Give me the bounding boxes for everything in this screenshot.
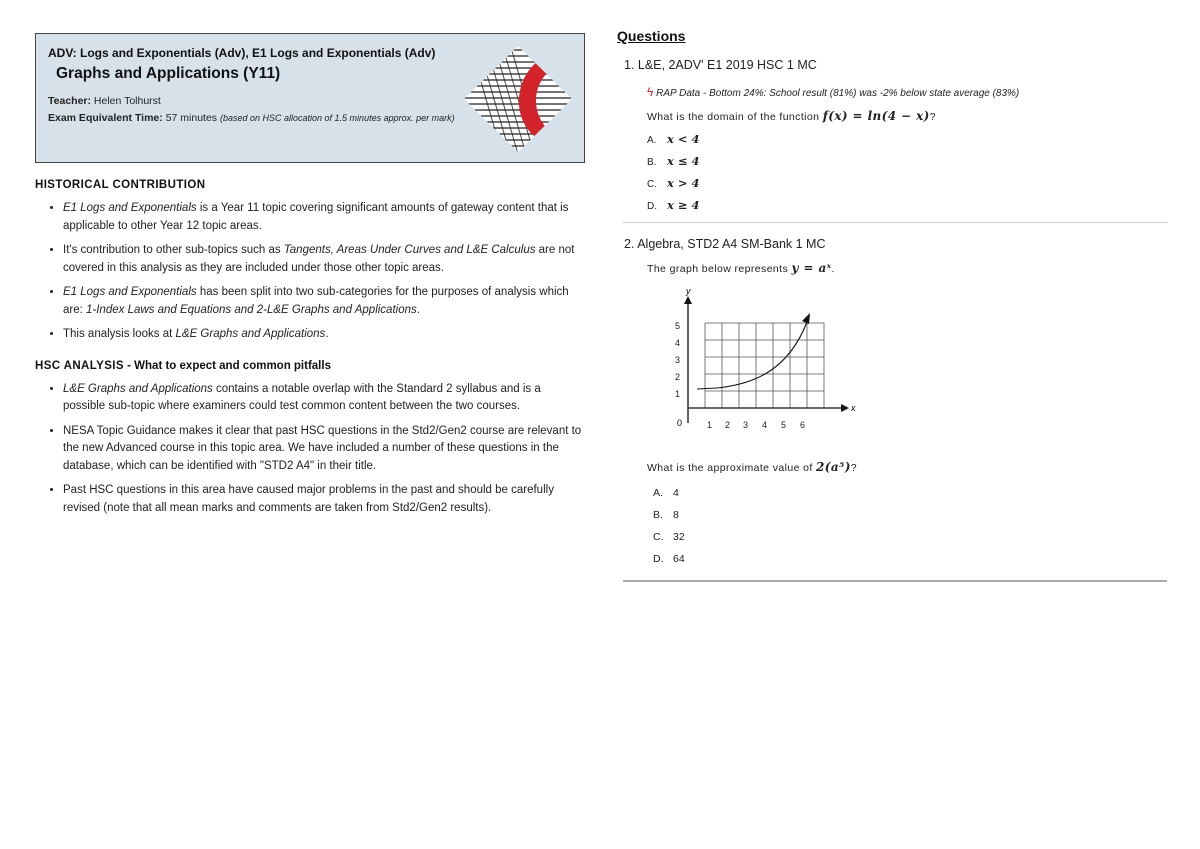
x-tick-label: 5 <box>781 420 787 430</box>
brand-logo-icon <box>462 44 574 154</box>
option-letter: B. <box>653 509 663 521</box>
list-item-emphasis: E1 Logs and Exponentials <box>63 286 197 298</box>
y-axis-arrow-icon <box>684 296 692 304</box>
y-tick-label: 1 <box>675 389 681 399</box>
list-item-text: is a Year 11 topic covering significant amounts of gateway content that is applicable to other Year 12 topic areas. <box>63 202 569 232</box>
option-text: 32 <box>673 531 685 543</box>
rap-data-line <box>647 85 1167 99</box>
list-item <box>63 200 585 235</box>
exam-time-note: (based on HSC allocation of 1.5 minutes approx. per mark) <box>219 113 455 123</box>
list-item-text: are not covered in this analysis as they are included under those other topic areas. <box>63 244 575 274</box>
list-item-emphasis: Tangents, Areas Under Curves and L&E Calculus <box>283 244 536 256</box>
topic-path: ADV: Logs and Exponentials (Adv), E1 Logs and Exponentials (Adv) <box>48 46 436 60</box>
question-text: The graph below represents <box>647 263 792 275</box>
origin-label: 0 <box>677 418 683 428</box>
list-item: • NESA Topic Guidance makes it clear that past HSC questions in the Std2/Gen2 course are relevant to the new Advanced course in this topic area. We have included a number of these questions in the database, which can be identified with "STD2 A4" in their title. <box>63 423 585 476</box>
list-item-text: It's contribution to other sub-topics such as <box>63 244 284 256</box>
question-text: What is the approximate value of <box>647 462 817 474</box>
graph-axes <box>688 303 843 423</box>
x-tick-label: 4 <box>762 420 768 430</box>
list-item: • Past HSC questions in this area have caused major problems in the past and should be carefully revised (note that all mean marks and comments are taken from Std2/Gen2 results). <box>63 482 585 517</box>
option-letter: B. <box>647 157 657 168</box>
list-item <box>63 284 585 319</box>
hsc-analysis-heading <box>35 360 585 372</box>
list-item <box>63 242 585 277</box>
option-text: 4 <box>673 487 679 499</box>
questions-title: Questions <box>617 28 686 44</box>
historical-list <box>35 200 585 344</box>
list-item-emphasis: L&E Graphs and Applications <box>175 328 326 340</box>
option-a[interactable] <box>653 482 1167 504</box>
lightning-bolt-icon: ϟ <box>647 85 654 99</box>
option-letter: A. <box>653 487 663 499</box>
question-1-heading[interactable]: 1. L&E, 2ADV' E1 2019 HSC 1 MC <box>624 58 817 72</box>
option-b[interactable] <box>653 504 1167 526</box>
exponential-curve <box>697 322 807 389</box>
question-1-text <box>647 109 1167 123</box>
option-b[interactable] <box>647 150 1167 172</box>
question-text: What is the domain of the function <box>647 111 823 123</box>
list-item-text: This analysis looks at <box>63 328 176 340</box>
math-expression: y = aˣ <box>791 261 832 275</box>
x-tick-labels <box>707 420 805 430</box>
hsc-heading-caps: HSC ANALYSIS <box>35 359 124 372</box>
y-axis-label: y <box>686 286 691 296</box>
question-text-end: ? <box>929 111 936 123</box>
teacher-label: Teacher: <box>48 95 91 107</box>
option-text: x ≥ 4 <box>667 198 700 212</box>
list-item-text: . <box>416 303 420 316</box>
y-tick-label: 2 <box>675 372 681 382</box>
option-text: x ≤ 4 <box>667 154 700 168</box>
graph-grid <box>705 323 824 408</box>
option-text: 64 <box>673 553 685 565</box>
option-letter: A. <box>647 135 657 146</box>
x-tick-label: 1 <box>707 420 713 430</box>
hsc-heading-rest: - What to expect and common pitfalls <box>123 359 331 372</box>
y-tick-labels <box>675 321 680 399</box>
question-2-prompt <box>647 460 1167 474</box>
hsc-list <box>35 381 585 518</box>
option-a[interactable] <box>647 128 1167 150</box>
option-letter: C. <box>653 531 664 543</box>
exam-time-value: 57 minutes <box>165 112 218 124</box>
question-text-end: . <box>831 263 835 275</box>
rap-data-text: RAP Data - Bottom 24%: School result (81%) was -2% below state average (83%) <box>656 88 1020 99</box>
exponential-graph <box>657 283 887 453</box>
curve-arrow-icon <box>802 313 810 324</box>
y-tick-label: 4 <box>675 338 681 348</box>
x-tick-label: 6 <box>800 420 806 430</box>
question-2-options <box>653 482 1167 570</box>
x-axis-arrow-icon <box>841 404 849 412</box>
question-text-end: ? <box>850 462 858 474</box>
option-text: x > 4 <box>667 176 700 190</box>
option-letter: D. <box>653 553 664 565</box>
question-1-options <box>647 128 1167 216</box>
x-tick-label: 2 <box>725 420 731 430</box>
list-item-text: . <box>325 328 329 340</box>
exam-time-line <box>48 111 468 126</box>
list-item <box>63 381 585 416</box>
right-column <box>617 28 1167 582</box>
x-axis-label: x <box>851 403 856 413</box>
option-d[interactable] <box>647 194 1167 216</box>
option-letter: D. <box>647 201 657 212</box>
question-divider <box>623 580 1167 582</box>
list-item <box>63 326 585 344</box>
historical-heading: HISTORICAL CONTRIBUTION <box>35 179 206 191</box>
question-divider <box>623 222 1168 223</box>
option-text: x < 4 <box>667 132 700 146</box>
list-item-emphasis: 1-Index Laws and Equations and 2-L&E Graphs and Applications <box>86 303 417 316</box>
question-2-text <box>647 261 1167 275</box>
x-tick-label: 3 <box>743 420 749 430</box>
math-expression: f(x) = ln(4 − x) <box>822 109 930 123</box>
list-item-emphasis: L&E Graphs and Applications <box>63 382 213 395</box>
topic-header-box <box>35 33 585 163</box>
math-expression: 2(a⁵) <box>816 460 851 474</box>
question-2-heading[interactable]: 2. Algebra, STD2 A4 SM-Bank 1 MC <box>624 237 826 251</box>
y-tick-label: 3 <box>675 355 681 365</box>
left-column <box>35 33 585 524</box>
teacher-name: Helen Tolhurst <box>93 95 161 107</box>
exam-time-label: Exam Equivalent Time: <box>48 112 163 124</box>
option-letter: C. <box>647 179 657 190</box>
option-text: 8 <box>673 509 679 521</box>
page-title: Graphs and Applications (Y11) <box>56 65 281 82</box>
y-tick-label: 5 <box>675 321 681 331</box>
option-c[interactable] <box>653 526 1167 548</box>
list-item-emphasis: E1 Logs and Exponentials <box>63 202 197 214</box>
option-d[interactable] <box>653 548 1167 570</box>
list-item-text: has been split into two sub-categories for the purposes of analysis which are: <box>63 286 569 316</box>
list-item-text: contains a notable overlap with the Standard 2 syllabus and is a possible sub-topic where examiners could test common content between the two courses. <box>63 382 541 412</box>
option-c[interactable] <box>647 172 1167 194</box>
